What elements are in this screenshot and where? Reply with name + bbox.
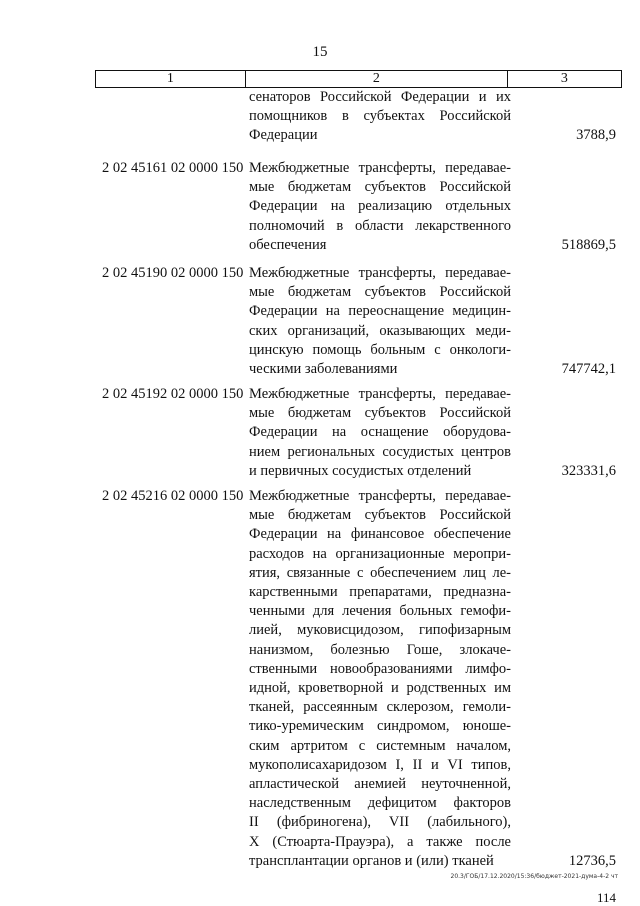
budget-code: 2 02 45161 02 0000 150 [102, 160, 244, 176]
description-line: расходов на организационные меропри- [249, 545, 511, 562]
description-line: II (фибриногена), VII (лабильного), [249, 814, 511, 831]
description-line: ским артритом с системным началом, [249, 737, 511, 754]
budget-code: 2 02 45216 02 0000 150 [102, 488, 244, 504]
description-line: мые бюджетам субъектов Российской [249, 179, 511, 196]
description-line: идной, кроветворной и родственных им [249, 680, 511, 697]
description-line: ственными новообразованиями лимфо- [249, 660, 511, 677]
column-header-2: 2 [245, 71, 507, 88]
budget-code: 2 02 45190 02 0000 150 [102, 265, 244, 281]
budget-amount: 518869,5 [561, 236, 616, 253]
budget-description [249, 88, 511, 146]
description-line: Федерации на оснащение оборудова- [249, 424, 511, 441]
description-line: ских организаций, оказывающих меди- [249, 322, 511, 339]
description-line: трансплантации органов и (или) тканей [249, 852, 494, 869]
description-line: апластической анемией неуточненной, [249, 776, 511, 793]
description-line: сенаторов Российской Федерации и их [249, 89, 511, 105]
footer-page-number: 114 [596, 890, 616, 905]
description-line: помощников в субъектах Российской [249, 108, 511, 125]
description-line: мые бюджетам субъектов Российской [249, 507, 511, 524]
description-line: Межбюджетные трансферты, передавае- [249, 160, 511, 176]
description-line: Федерации на финансовое обеспечение [249, 526, 511, 543]
budget-description [249, 264, 511, 379]
description-line: мые бюджетам субъектов Российской [249, 405, 511, 422]
description-line: тико-уремическим синдромом, юноше- [249, 718, 511, 735]
column-header-3: 3 [507, 71, 621, 88]
description-line: ческими заболеваниями [249, 361, 398, 378]
description-line: наследственным дефицитом факторов [249, 795, 511, 812]
budget-amount: 12736,5 [568, 852, 616, 869]
page-number: 15 [312, 44, 328, 60]
column-header-1: 1 [96, 71, 246, 88]
description-line: мые бюджетам субъектов Российской [249, 284, 511, 301]
description-line: нием региональных сосудистых центров [249, 443, 511, 460]
description-line: Федерации на переоснащение медицин- [249, 303, 511, 320]
description-line: карственными препаратами, предназна- [249, 584, 511, 601]
description-line: Федерации [249, 127, 318, 144]
description-line: мукополисахаридозом I, II и VI типов, [249, 756, 511, 773]
description-line: Межбюджетные трансферты, передавае- [249, 488, 511, 504]
description-line: ченными для лечения больных гемофи- [249, 603, 511, 620]
budget-description [249, 385, 511, 481]
description-line: Межбюджетные трансферты, передавае- [249, 386, 511, 402]
description-line: полномочий в области лекарственного [249, 217, 511, 234]
budget-code: 2 02 45192 02 0000 150 [102, 386, 244, 402]
column-header-table [95, 70, 622, 88]
budget-amount: 323331,6 [561, 462, 616, 479]
description-line: ятия, связанные с обеспечением лиц ле- [249, 564, 511, 581]
description-line: и первичных сосудистых отделений [249, 462, 472, 479]
budget-description [249, 159, 511, 255]
description-line: лией, муковисцидозом, гипофизарным [249, 622, 511, 639]
description-line: цинскую помощь больным с онкологи- [249, 341, 511, 358]
description-line: тканей, рассеянным склерозом, гемоли- [249, 699, 511, 716]
budget-amount: 3788,9 [576, 127, 616, 144]
description-line: Межбюджетные трансферты, передавае- [249, 265, 511, 281]
description-line: нанизмом, болезнью Гоше, злокаче- [249, 641, 511, 658]
description-line: Федерации на реализацию отдельных [249, 198, 511, 215]
description-line: X (Стюарта-Прауэра), а также после [249, 833, 511, 850]
budget-amount: 747742,1 [561, 361, 616, 377]
footer-document-id: 20.3/ГОБ/17.12.2020/15:36/бюджет-2021-дума-4-2 чт [450, 873, 618, 880]
budget-description [249, 487, 511, 871]
description-line: обеспечения [249, 236, 327, 253]
